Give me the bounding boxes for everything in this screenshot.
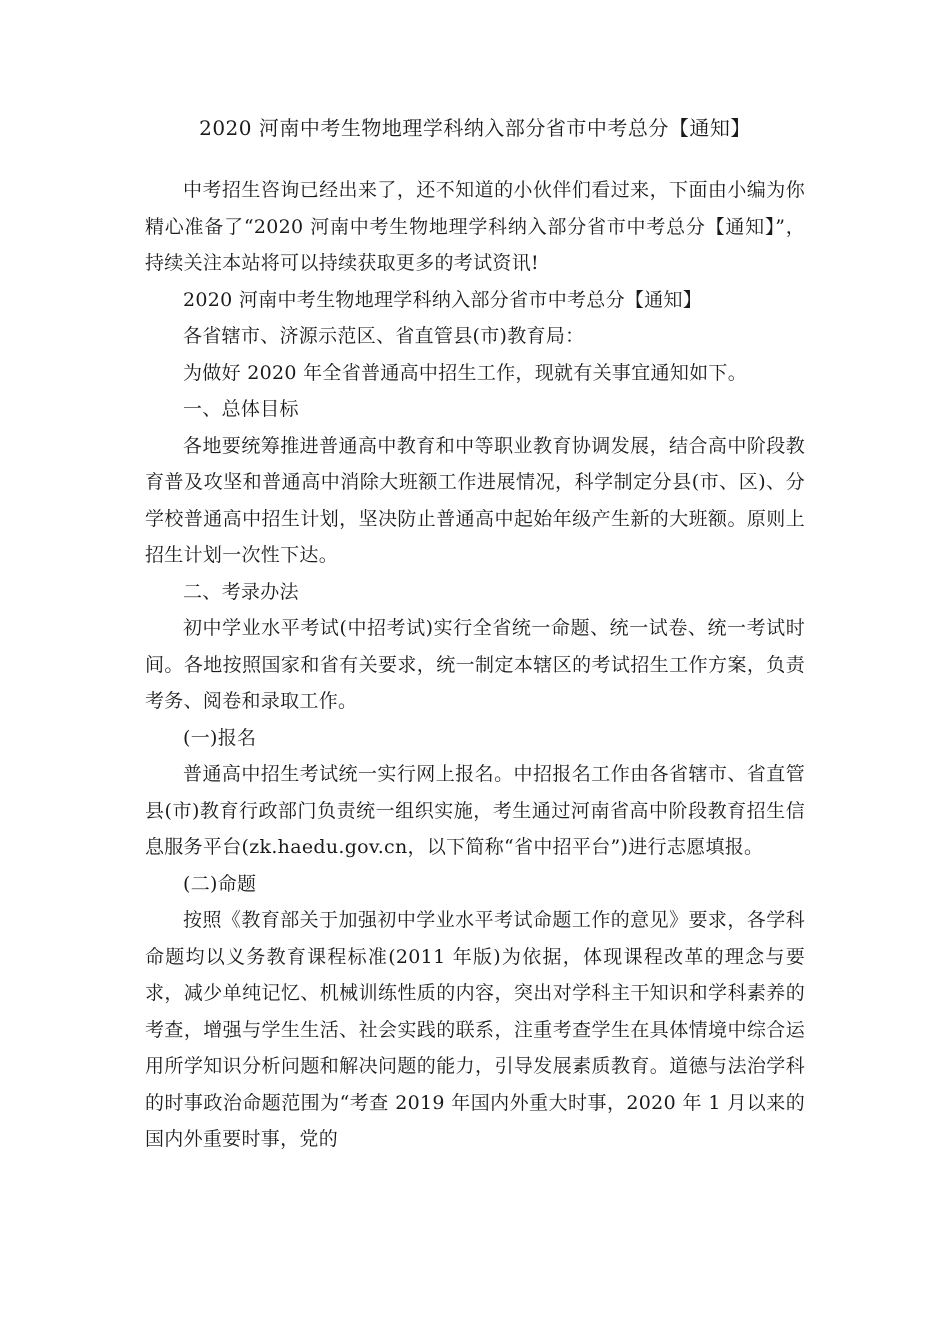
document-body [145, 172, 805, 1158]
subsection-heading-registration: (一)报名 [183, 726, 257, 749]
section-heading-overall-goal: 一、总体目标 [183, 398, 299, 420]
repeated-title-paragraph: 2020 河南中考生物地理学科纳入部分省市中考总分【通知】 [183, 288, 703, 311]
subsection-heading-question-setting: (二)命题 [183, 872, 257, 895]
question-setting-paragraph: 按照《教育部关于加强初中学业水平考试命题工作的意见》要求，各学科命题均以义务教育课程标准(2011 年版)为依据，体现课程改革的理念与要求，减少单纯记忆、机械训练性质的内容，突出对学科主干知识和学科素养的考查，增强与学生生活、社会实践的联系，注重考查学生在具体情境中综合运用所学知识分析问题和解决问题的能力，引导发展素质教育。道德与法治学科的时事政治命题范围为“考查 2019 年国内外重大时事，2020 年 1 月以来的国内外重要时事，党的 [145, 909, 805, 1150]
registration-paragraph: 普通高中招生考试统一实行网上报名。中招报名工作由各省辖市、省直管县(市)教育行政部门负责统一组织实施，考生通过河南省高中阶段教育招生信息服务平台(zk.haedu.gov.cn，以下简称“省中招平台”)进行志愿填报。 [145, 763, 805, 858]
purpose-paragraph: 为做好 2020 年全省普通高中招生工作，现就有关事宜通知如下。 [183, 361, 748, 384]
document-title: 2020 河南中考生物地理学科纳入部分省市中考总分【通知】 [199, 116, 751, 140]
section-heading-exam-admission: 二、考录办法 [183, 580, 299, 603]
overall-goal-paragraph: 各地要统筹推进普通高中教育和中等职业教育协调发展，结合高中阶段教育普及攻坚和普通高中消除大班额工作进展情况，科学制定分县(市、区)、分学校普通高中招生计划，坚决防止普通高中起始年级产生新的大班额。原则上招生计划一次性下达。 [145, 434, 805, 566]
exam-admission-paragraph: 初中学业水平考试(中招考试)实行全省统一命题、统一试卷、统一考试时间。各地按照国家和省有关要求，统一制定本辖区的考试招生工作方案，负责考务、阅卷和录取工作。 [145, 617, 805, 712]
intro-paragraph: 中考招生咨询已经出来了，还不知道的小伙伴们看过来，下面由小编为你精心准备了“2020 河南中考生物地理学科纳入部分省市中考总分【通知】”，持续关注本站将可以持续获取更多的考试资讯! [145, 179, 805, 274]
addressee-paragraph: 各省辖市、济源示范区、省直管县(市)教育局： [183, 325, 585, 347]
